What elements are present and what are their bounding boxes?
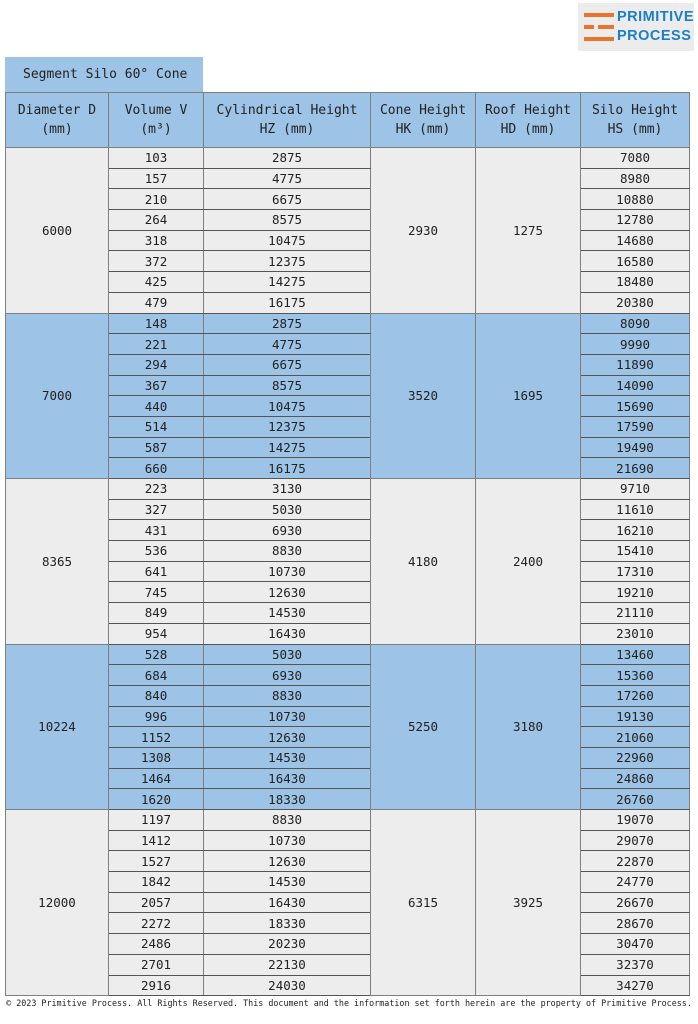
- silo-height-cell: 29070: [581, 830, 690, 851]
- silo-height-cell: 24770: [581, 872, 690, 893]
- table-row: [6, 520, 690, 541]
- volume-cell: 996: [109, 706, 204, 727]
- cyl-height-cell: 10475: [204, 230, 371, 251]
- volume-cell: 1620: [109, 789, 204, 810]
- cyl-height-cell: 12375: [204, 416, 371, 437]
- cyl-height-cell: 12630: [204, 851, 371, 872]
- table-row: [6, 810, 690, 831]
- cyl-height-cell: 22130: [204, 954, 371, 975]
- volume-cell: 1464: [109, 768, 204, 789]
- table-row: [6, 230, 690, 251]
- volume-cell: 514: [109, 416, 204, 437]
- cone-height-cell: 6315: [371, 810, 476, 996]
- copyright-footer: © 2023 Primitive Process. All Rights Reserved. This document and the information set forth herein are the property of Primitive Process.: [6, 998, 692, 1008]
- table-row: [6, 830, 690, 851]
- roof-height-cell: 1275: [476, 148, 581, 314]
- volume-cell: 684: [109, 665, 204, 686]
- table-row: [6, 768, 690, 789]
- table-row: [6, 747, 690, 768]
- cyl-height-cell: 10730: [204, 706, 371, 727]
- table-body: [6, 148, 690, 996]
- roof-height-cell: 2400: [476, 479, 581, 645]
- diameter-cell: 10224: [6, 644, 109, 810]
- silo-height-cell: 15360: [581, 665, 690, 686]
- volume-cell: 954: [109, 623, 204, 644]
- silo-height-cell: 9990: [581, 334, 690, 355]
- table-row: [6, 479, 690, 500]
- table-row: [6, 416, 690, 437]
- header-cone-height: Cone Height HK (mm): [371, 93, 476, 148]
- table-row: [6, 665, 690, 686]
- table-row: [6, 727, 690, 748]
- volume-cell: 2701: [109, 954, 204, 975]
- header-cyl-height: Cylindrical Height HZ (mm): [204, 93, 371, 148]
- volume-cell: 1412: [109, 830, 204, 851]
- logo-bars-icon: [584, 7, 615, 47]
- silo-height-cell: 17310: [581, 561, 690, 582]
- cyl-height-cell: 16430: [204, 623, 371, 644]
- cone-height-cell: 5250: [371, 644, 476, 810]
- table-row: [6, 954, 690, 975]
- silo-height-cell: 21110: [581, 603, 690, 624]
- table-row: [6, 706, 690, 727]
- table-row: [6, 499, 690, 520]
- header-roof-height: Roof Height HD (mm): [476, 93, 581, 148]
- table-row: [6, 892, 690, 913]
- roof-height-cell: 1695: [476, 313, 581, 479]
- volume-cell: 210: [109, 189, 204, 210]
- table-row: [6, 148, 690, 169]
- volume-cell: 528: [109, 644, 204, 665]
- cyl-height-cell: 10475: [204, 396, 371, 417]
- silo-height-cell: 10880: [581, 189, 690, 210]
- silo-spec-table: [5, 92, 690, 996]
- volume-cell: 440: [109, 396, 204, 417]
- table-row: [6, 396, 690, 417]
- table-title-tab: Segment Silo 60° Cone: [5, 57, 203, 92]
- volume-cell: 425: [109, 272, 204, 293]
- header-diameter: Diameter D (mm): [6, 93, 109, 148]
- table-row: [6, 168, 690, 189]
- table-row: [6, 334, 690, 355]
- silo-height-cell: 34270: [581, 975, 690, 996]
- silo-height-cell: 28670: [581, 913, 690, 934]
- volume-cell: 2272: [109, 913, 204, 934]
- cyl-height-cell: 20230: [204, 934, 371, 955]
- table-row: [6, 913, 690, 934]
- table-row: [6, 189, 690, 210]
- volume-cell: 367: [109, 375, 204, 396]
- silo-height-cell: 11610: [581, 499, 690, 520]
- silo-height-cell: 23010: [581, 623, 690, 644]
- roof-height-cell: 3925: [476, 810, 581, 996]
- table-row: [6, 272, 690, 293]
- cyl-height-cell: 8830: [204, 541, 371, 562]
- table-row: [6, 375, 690, 396]
- table-row: [6, 685, 690, 706]
- silo-height-cell: 20380: [581, 292, 690, 313]
- table-row: [6, 934, 690, 955]
- table-row: [6, 644, 690, 665]
- cyl-height-cell: 10730: [204, 561, 371, 582]
- brand-logo: [578, 3, 694, 51]
- table-row: [6, 975, 690, 996]
- table-row: [6, 458, 690, 479]
- cyl-height-cell: 4775: [204, 168, 371, 189]
- cyl-height-cell: 10730: [204, 830, 371, 851]
- cyl-height-cell: 14530: [204, 747, 371, 768]
- table-row: [6, 561, 690, 582]
- cone-height-cell: 3520: [371, 313, 476, 479]
- cyl-height-cell: 8575: [204, 375, 371, 396]
- cyl-height-cell: 12630: [204, 727, 371, 748]
- header-silo-height: Silo Height HS (mm): [581, 93, 690, 148]
- table-row: [6, 292, 690, 313]
- volume-cell: 1527: [109, 851, 204, 872]
- cyl-height-cell: 14530: [204, 872, 371, 893]
- volume-cell: 318: [109, 230, 204, 251]
- volume-cell: 2057: [109, 892, 204, 913]
- silo-height-cell: 8090: [581, 313, 690, 334]
- cyl-height-cell: 8830: [204, 810, 371, 831]
- cyl-height-cell: 12375: [204, 251, 371, 272]
- cyl-height-cell: 6675: [204, 354, 371, 375]
- silo-height-cell: 22960: [581, 747, 690, 768]
- cone-height-cell: 4180: [371, 479, 476, 645]
- volume-cell: 660: [109, 458, 204, 479]
- diameter-cell: 6000: [6, 148, 109, 314]
- volume-cell: 148: [109, 313, 204, 334]
- cyl-height-cell: 6675: [204, 189, 371, 210]
- table-row: [6, 623, 690, 644]
- silo-height-cell: 24860: [581, 768, 690, 789]
- silo-height-cell: 26760: [581, 789, 690, 810]
- volume-cell: 1152: [109, 727, 204, 748]
- table-row: [6, 313, 690, 334]
- cyl-height-cell: 8575: [204, 210, 371, 231]
- silo-height-cell: 22870: [581, 851, 690, 872]
- volume-cell: 223: [109, 479, 204, 500]
- table-row: [6, 851, 690, 872]
- volume-cell: 103: [109, 148, 204, 169]
- cyl-height-cell: 3130: [204, 479, 371, 500]
- volume-cell: 1842: [109, 872, 204, 893]
- silo-height-cell: 15410: [581, 541, 690, 562]
- volume-cell: 840: [109, 685, 204, 706]
- silo-height-cell: 9710: [581, 479, 690, 500]
- cyl-height-cell: 16175: [204, 458, 371, 479]
- silo-height-cell: 16580: [581, 251, 690, 272]
- diameter-cell: 12000: [6, 810, 109, 996]
- volume-cell: 1308: [109, 747, 204, 768]
- cyl-height-cell: 14275: [204, 272, 371, 293]
- silo-height-cell: 13460: [581, 644, 690, 665]
- table-header-row: [6, 93, 690, 148]
- silo-height-cell: 19490: [581, 437, 690, 458]
- silo-height-cell: 15690: [581, 396, 690, 417]
- cyl-height-cell: 2875: [204, 313, 371, 334]
- cone-height-cell: 2930: [371, 148, 476, 314]
- silo-height-cell: 17260: [581, 685, 690, 706]
- diameter-cell: 7000: [6, 313, 109, 479]
- volume-cell: 327: [109, 499, 204, 520]
- header-volume: Volume V (m³): [109, 93, 204, 148]
- logo-line-2: PROCESS: [616, 28, 692, 44]
- silo-height-cell: 16210: [581, 520, 690, 541]
- volume-cell: 587: [109, 437, 204, 458]
- logo-text: [617, 8, 694, 46]
- silo-height-cell: 19130: [581, 706, 690, 727]
- silo-height-cell: 19210: [581, 582, 690, 603]
- logo-line-1: PRIMITIVE: [616, 9, 694, 25]
- volume-cell: 157: [109, 168, 204, 189]
- volume-cell: 745: [109, 582, 204, 603]
- table-row: [6, 210, 690, 231]
- table-row: [6, 354, 690, 375]
- volume-cell: 536: [109, 541, 204, 562]
- silo-height-cell: 17590: [581, 416, 690, 437]
- table-row: [6, 582, 690, 603]
- volume-cell: 431: [109, 520, 204, 541]
- cyl-height-cell: 16175: [204, 292, 371, 313]
- volume-cell: 849: [109, 603, 204, 624]
- volume-cell: 1197: [109, 810, 204, 831]
- silo-height-cell: 21060: [581, 727, 690, 748]
- volume-cell: 641: [109, 561, 204, 582]
- silo-height-cell: 19070: [581, 810, 690, 831]
- cyl-height-cell: 5030: [204, 499, 371, 520]
- table-row: [6, 541, 690, 562]
- volume-cell: 221: [109, 334, 204, 355]
- cyl-height-cell: 18330: [204, 789, 371, 810]
- table-row: [6, 437, 690, 458]
- volume-cell: 294: [109, 354, 204, 375]
- cyl-height-cell: 4775: [204, 334, 371, 355]
- table-row: [6, 789, 690, 810]
- silo-height-cell: 14680: [581, 230, 690, 251]
- volume-cell: 2486: [109, 934, 204, 955]
- silo-height-cell: 11890: [581, 354, 690, 375]
- cyl-height-cell: 14530: [204, 603, 371, 624]
- cyl-height-cell: 18330: [204, 913, 371, 934]
- cyl-height-cell: 16430: [204, 768, 371, 789]
- silo-height-cell: 12780: [581, 210, 690, 231]
- silo-height-cell: 21690: [581, 458, 690, 479]
- cyl-height-cell: 24030: [204, 975, 371, 996]
- table-row: [6, 872, 690, 893]
- silo-height-cell: 8980: [581, 168, 690, 189]
- silo-height-cell: 30470: [581, 934, 690, 955]
- cyl-height-cell: 6930: [204, 520, 371, 541]
- silo-height-cell: 26670: [581, 892, 690, 913]
- cyl-height-cell: 16430: [204, 892, 371, 913]
- silo-height-cell: 14090: [581, 375, 690, 396]
- roof-height-cell: 3180: [476, 644, 581, 810]
- table-row: [6, 251, 690, 272]
- cyl-height-cell: 12630: [204, 582, 371, 603]
- cyl-height-cell: 8830: [204, 685, 371, 706]
- silo-height-cell: 32370: [581, 954, 690, 975]
- volume-cell: 479: [109, 292, 204, 313]
- cyl-height-cell: 6930: [204, 665, 371, 686]
- cyl-height-cell: 14275: [204, 437, 371, 458]
- silo-height-cell: 7080: [581, 148, 690, 169]
- table-row: [6, 603, 690, 624]
- volume-cell: 2916: [109, 975, 204, 996]
- volume-cell: 372: [109, 251, 204, 272]
- cyl-height-cell: 5030: [204, 644, 371, 665]
- diameter-cell: 8365: [6, 479, 109, 645]
- volume-cell: 264: [109, 210, 204, 231]
- cyl-height-cell: 2875: [204, 148, 371, 169]
- silo-height-cell: 18480: [581, 272, 690, 293]
